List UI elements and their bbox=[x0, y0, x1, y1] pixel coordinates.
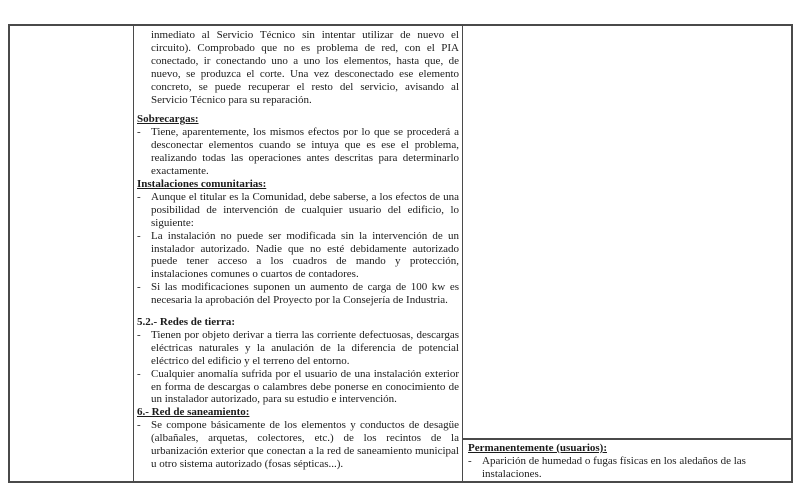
dash-marker: - bbox=[137, 126, 141, 139]
list-item-text: Si las modificaciones suponen un aumento de carga de 100 kw es necesaria la aprobación del Proyecto por la Consejería de Industria. bbox=[151, 281, 459, 307]
section-heading-sobrecargas: Sobrecargas: bbox=[137, 113, 199, 126]
right-column-permanentemente-cell bbox=[463, 440, 791, 481]
list-item bbox=[137, 419, 459, 471]
list-item bbox=[468, 455, 787, 481]
table-cell-right-column bbox=[463, 26, 791, 481]
section-heading-red-de-saneamiento: 6.- Red de saneamiento: bbox=[137, 406, 250, 419]
list-item bbox=[137, 230, 459, 282]
section-heading-instalaciones-comunitarias: Instalaciones comunitarias: bbox=[137, 177, 267, 190]
list-item bbox=[137, 368, 459, 407]
dash-marker: - bbox=[468, 455, 472, 467]
list-item-text: Tienen por objeto derivar a tierra las corriente defectuosas, descargas eléctricas naturales y la anulación de la diferencia de potencial eléctrico del edificio y el terreno del entorno. bbox=[151, 328, 459, 367]
list-item-text: Aunque el titular es la Comunidad, debe saberse, a los efectos de una posibilidad de intervención de cualquier usuario del edificio, lo siguiente: bbox=[151, 190, 459, 229]
section-heading-permanentemente-usuarios: Permanentemente (usuarios): bbox=[468, 442, 607, 454]
document-table bbox=[8, 24, 793, 483]
list-item bbox=[137, 126, 459, 178]
dash-marker: - bbox=[137, 281, 141, 294]
section-heading-redes-de-tierra: 5.2.- Redes de tierra: bbox=[137, 316, 236, 329]
table-cell-left-empty bbox=[10, 26, 134, 481]
list-item-text: La instalación no puede ser modificada sin la intervención de un instalador autorizado. Nadie que no esté debidamente autorizado puede tener acceso a los cuadros de mando y protección, instalaciones comunes o cuartos de contadores. bbox=[151, 229, 459, 281]
intro-paragraph: inmediato al Servicio Técnico sin intentar utilizar de nuevo el circuito). Comprobado que no es problema de red, con el PIA conectado, ir conectando uno a uno los elementos, hasta que, de nuevo, se produzca el corte. Una vez desconectado ese elemento concreto, se puede recuperar el resto del servicio, avisando al Servicio Técnico para su reparación. bbox=[151, 29, 459, 106]
dash-marker: - bbox=[137, 419, 141, 432]
table-cell-main-text bbox=[134, 26, 463, 481]
right-column-empty-cell bbox=[463, 26, 791, 440]
list-item-text: Aparición de humedad o fugas físicas en los aledaños de las instalaciones. bbox=[482, 455, 746, 480]
dash-marker: - bbox=[137, 367, 141, 380]
list-item-text: Cualquier anomalía sufrida por el usuario de una instalación exterior en forma de descargas o calambres debe ponerse en conocimiento de un instalador autorizado, para su estudio e intervención. bbox=[151, 367, 459, 406]
list-item-text: Se compone básicamente de los elementos y conductos de desagüe (albañales, arquetas, colectores, etc.) de los recintos de la urbanización exterior que conectan a la red de saneamiento municipal u otro sistema autorizado (fosas sépticas...). bbox=[151, 419, 459, 470]
list-item-text: Tiene, aparentemente, los mismos efectos por lo que se procederá a desconectar elementos cuando se intuya que es ese el problema, realizando todas las operaciones antes descritas para determinarlo exactamente. bbox=[151, 126, 459, 178]
vertical-gap bbox=[137, 307, 459, 316]
list-item bbox=[137, 329, 459, 368]
vertical-gap bbox=[137, 106, 459, 113]
dash-marker: - bbox=[137, 190, 141, 203]
list-item bbox=[137, 191, 459, 230]
list-item bbox=[137, 281, 459, 307]
dash-marker: - bbox=[137, 328, 141, 341]
dash-marker: - bbox=[137, 229, 141, 242]
